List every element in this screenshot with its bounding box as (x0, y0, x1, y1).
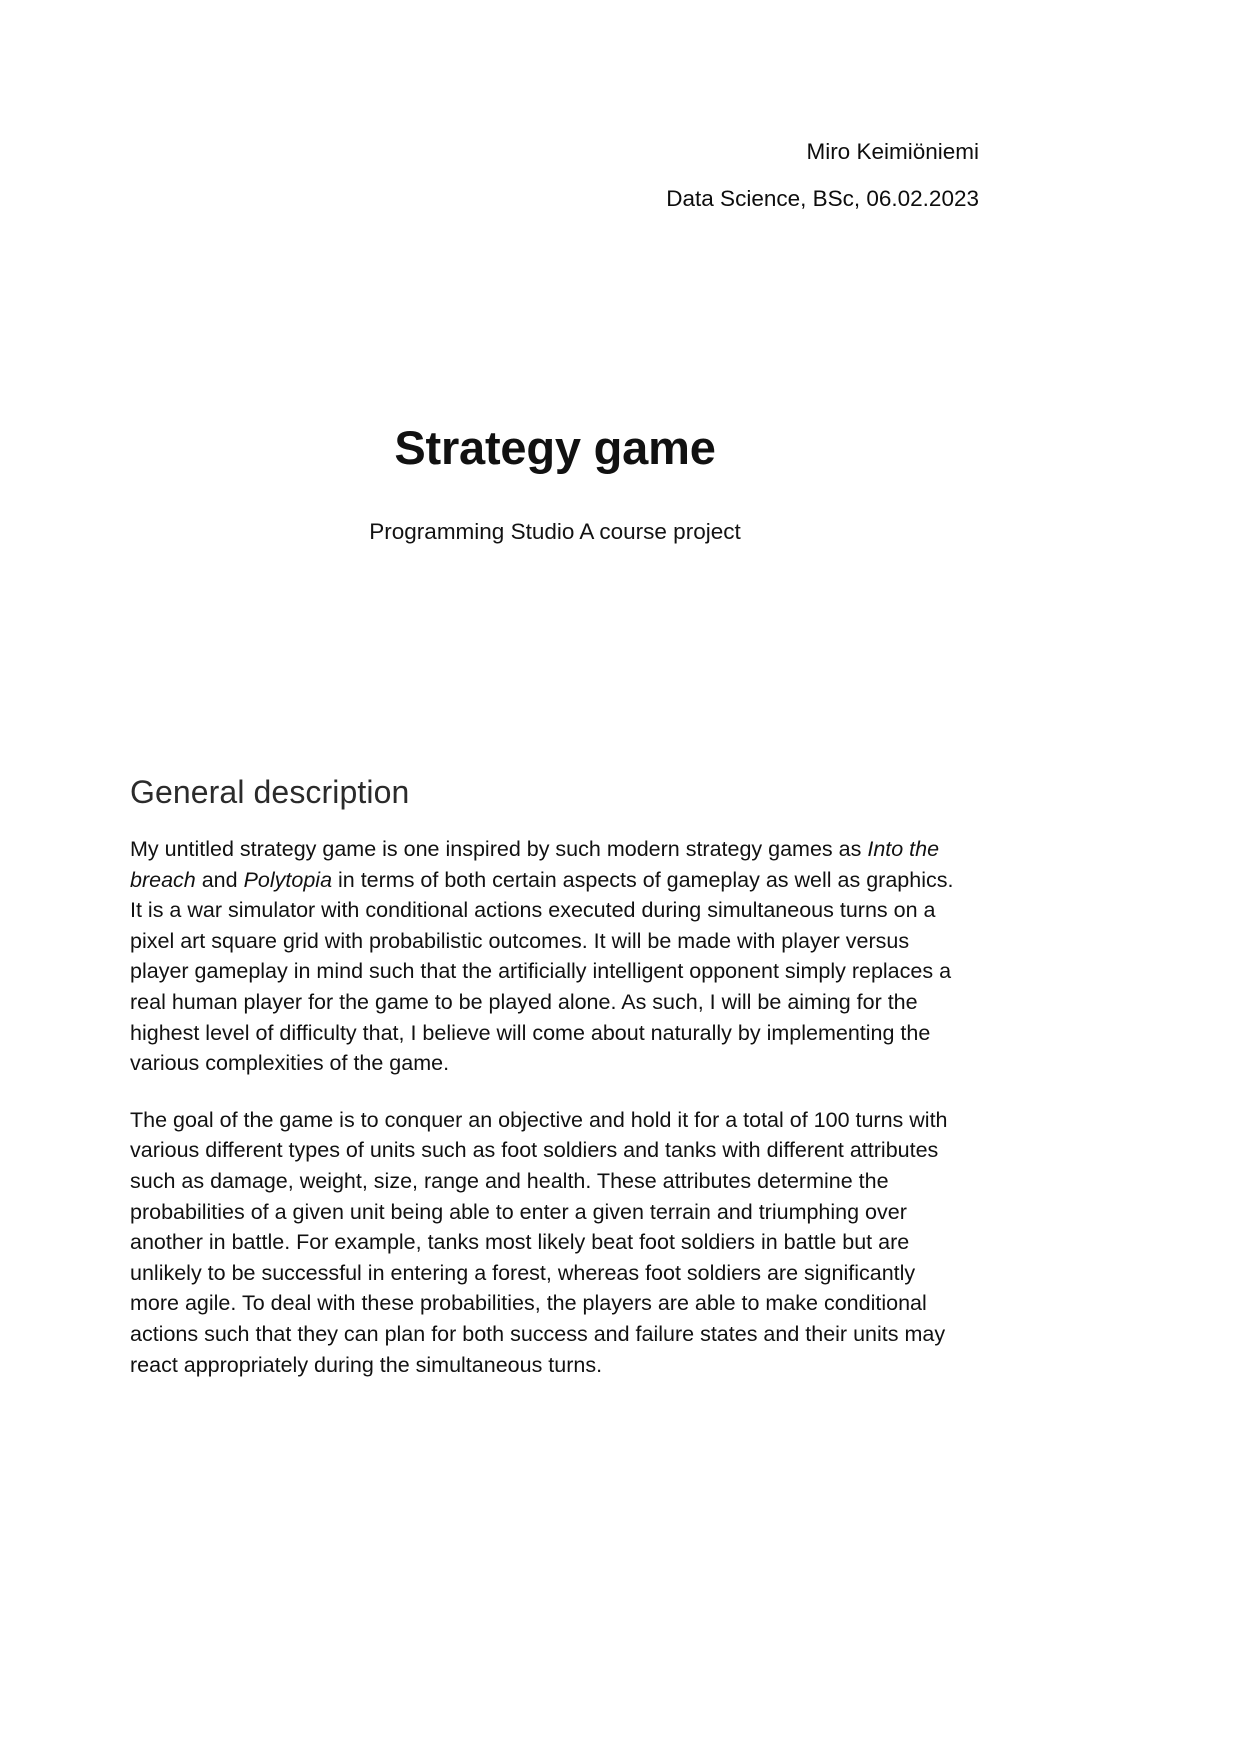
affiliation-and-date: Data Science, BSc, 06.02.2023 (666, 186, 979, 211)
paragraph: The goal of the game is to conquer an objective and hold it for a total of 100 turns with various different types of units such as foot soldiers and tanks with different attributes such as damage, weight, size, range and health. These attributes determine the probabilities of a given unit being able to enter a given terrain and triumphing over another in battle. For example, tanks most likely beat foot soldiers in battle but are unlikely to be successful in entering a forest, whereas foot soldiers are significantly more agile. To deal with these probabilities, the players are able to make conditional actions such that they can plan for both success and failure states and their units may react appropriately during the simultaneous turns. (130, 1107, 948, 1377)
document-header (666, 128, 979, 222)
title-block (0, 418, 1110, 548)
document-body (130, 772, 962, 1380)
page-subtitle: Programming Studio A course project (369, 519, 741, 544)
section-heading-general-description: General description (130, 774, 410, 810)
page-title: Strategy game (394, 421, 716, 474)
author-name: Miro Keimiöniemi (806, 139, 979, 164)
paragraph: My untitled strategy game is one inspired by such modern strategy games as Into the breach and Polytopia in terms of both certain aspects of gameplay as well as graphics. It is a war simulator with conditional actions executed during simultaneous turns on a pixel art square grid with probabilistic outcomes. It will be made with player versus player gameplay in mind such that the artificially intelligent opponent simply replaces a real human player for the game to be played alone. As such, I will be aiming for the highest level of difficulty that, I believe will come about naturally by implementing the various complexities of the game. (130, 837, 954, 1076)
